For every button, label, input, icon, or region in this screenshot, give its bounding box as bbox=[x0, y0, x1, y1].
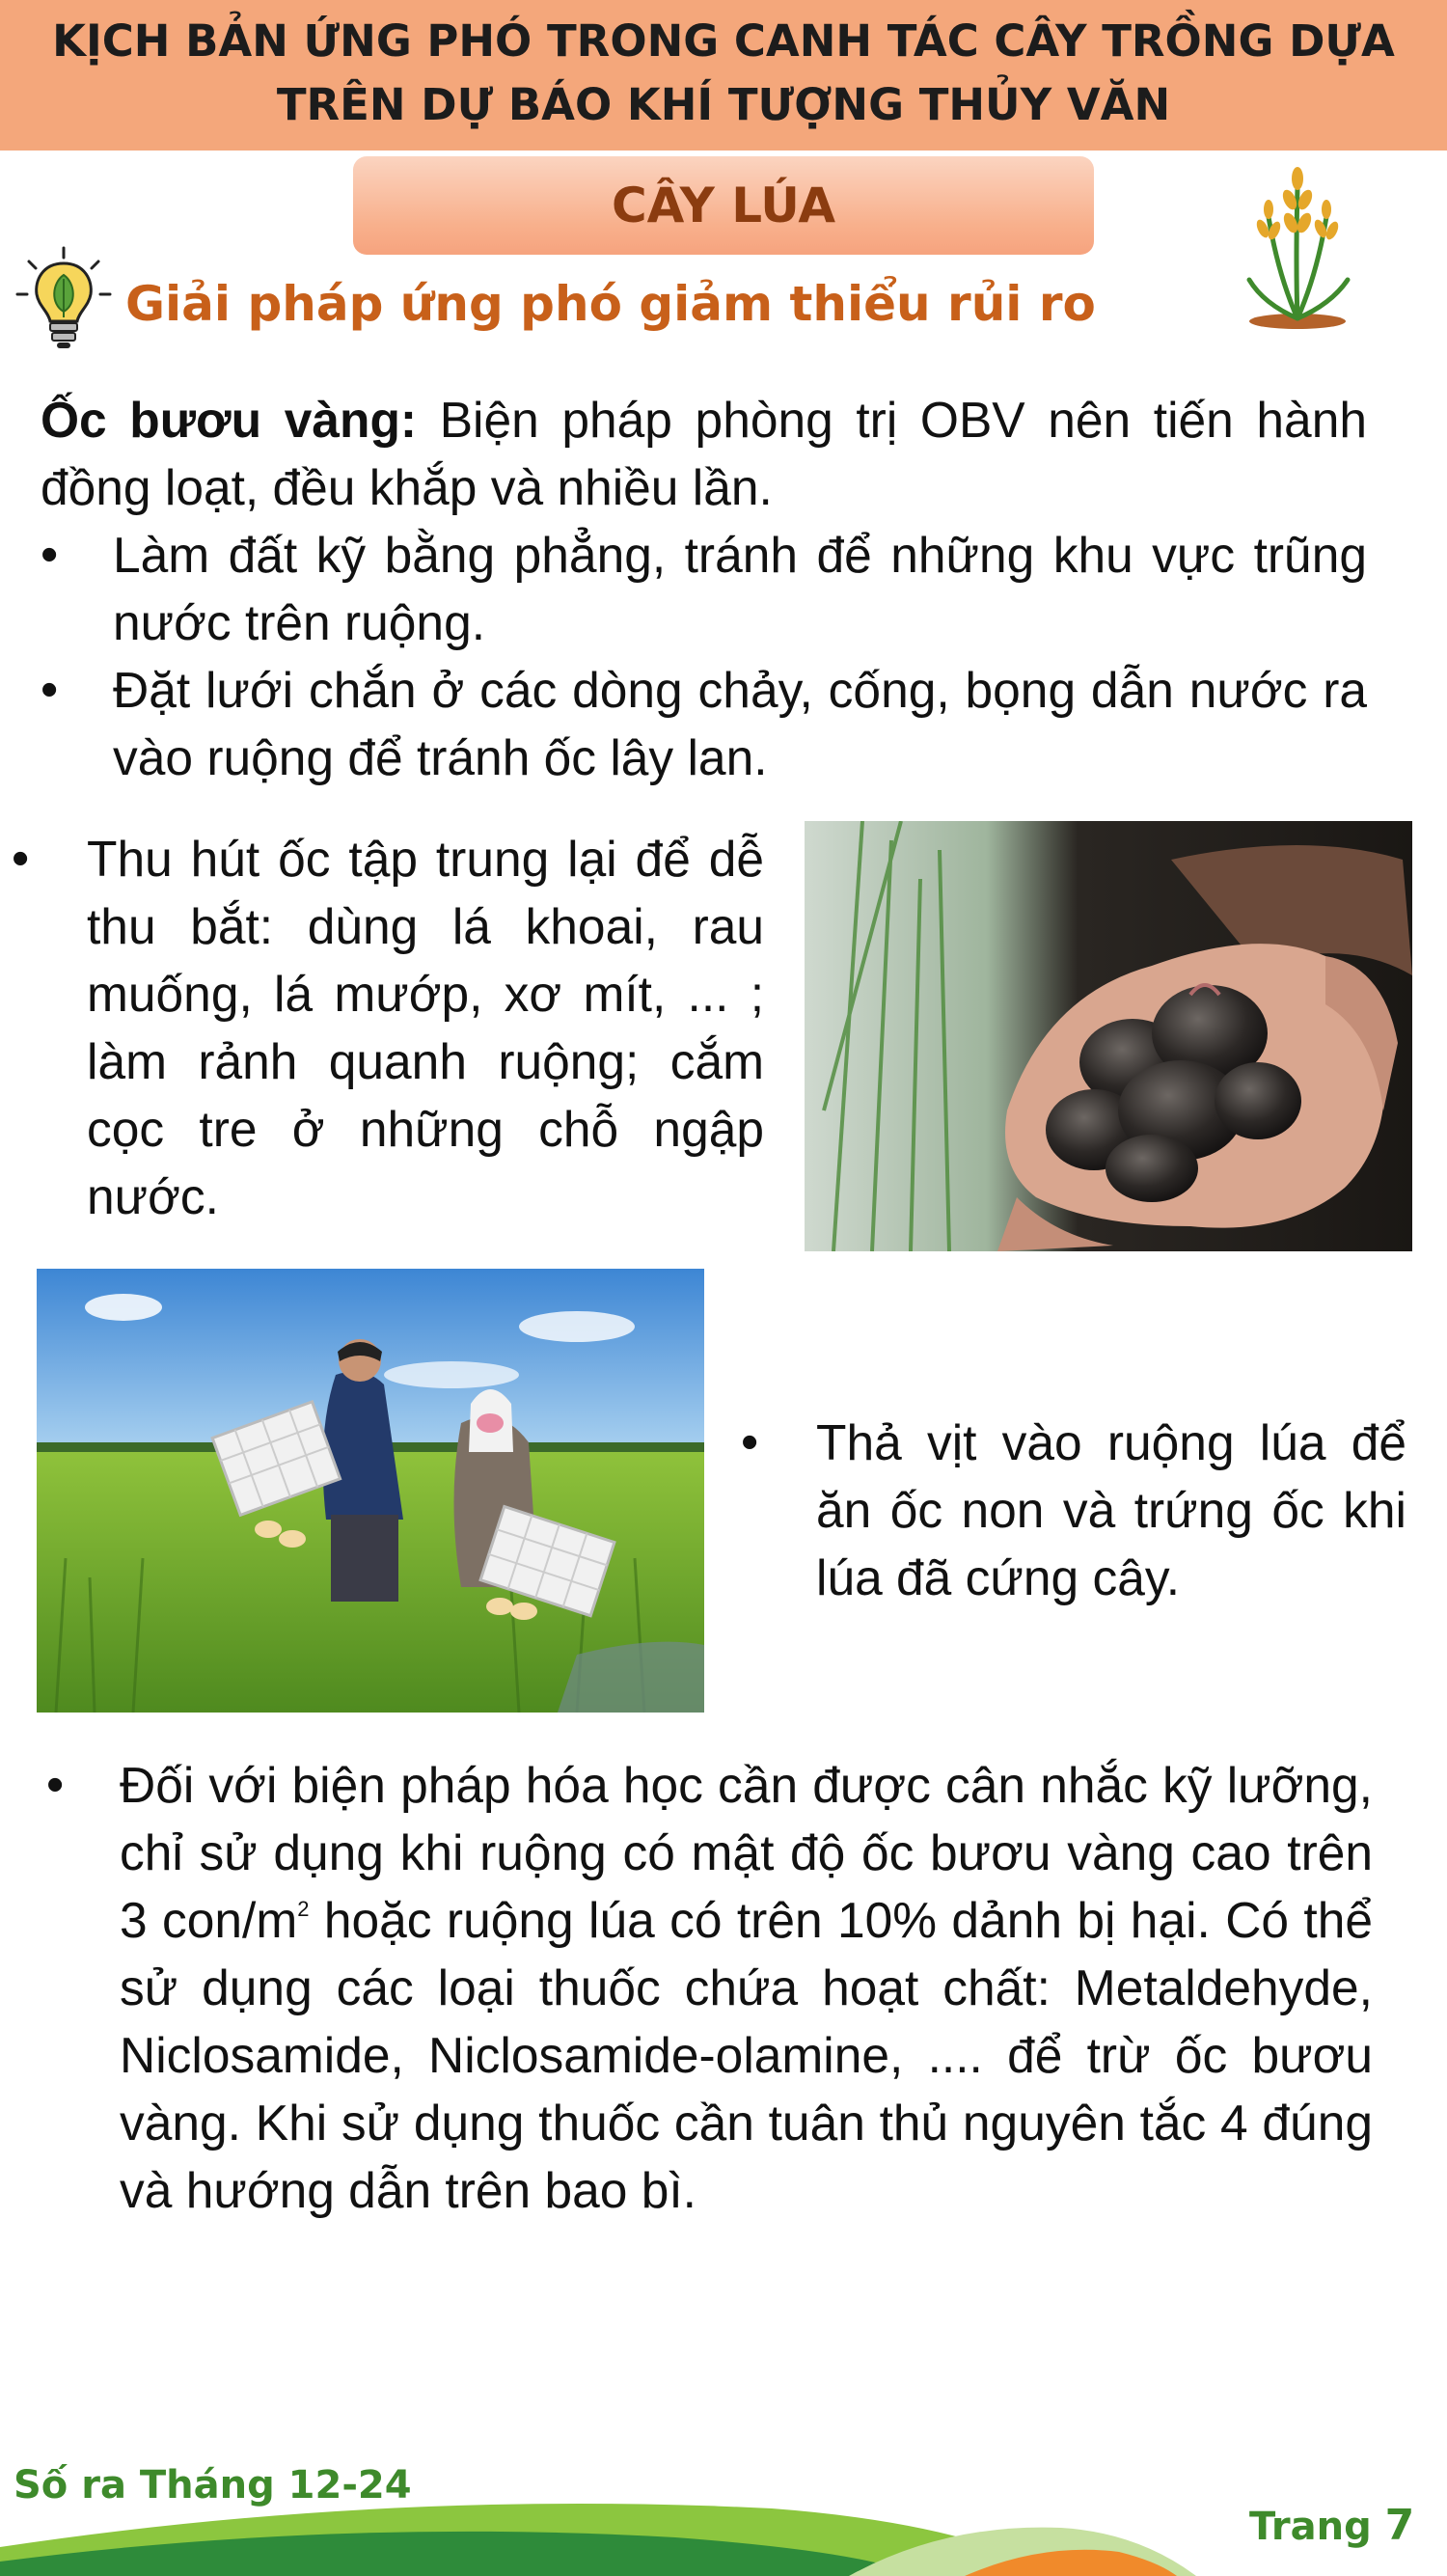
lightbulb-leaf-icon bbox=[15, 246, 112, 352]
duck-release-block bbox=[741, 1409, 1406, 1611]
list-item bbox=[741, 1409, 1406, 1611]
people-releasing-ducks-photo bbox=[37, 1269, 704, 1713]
title-line-1: KỊCH BẢN ỨNG PHÓ TRONG CANH TÁC CÂY TRỒNG DỰA bbox=[52, 15, 1395, 67]
snails-in-hand-photo bbox=[805, 821, 1412, 1251]
intro-bold-label: Ốc bươu vàng: bbox=[41, 392, 418, 448]
list-item bbox=[41, 521, 1367, 656]
bullet-marker: • bbox=[12, 831, 30, 887]
snail-collection-block bbox=[12, 825, 764, 1230]
bullet-marker: • bbox=[41, 662, 59, 718]
title-line-2: TRÊN DỰ BÁO KHÍ TƯỢNG THỦY VĂN bbox=[276, 79, 1171, 130]
intro-paragraph bbox=[41, 386, 1367, 521]
bullet-text-3: Thu hút ốc tập trung lại để dễ thu bắt: dùng lá khoai, rau muống, lá mướp, xơ mít, ... ; làm rảnh quanh ruộng; cắm cọc tre ở những chỗ ngập nước. bbox=[87, 831, 764, 1224]
page-word: Trang bbox=[1249, 2505, 1372, 2549]
section-label: CÂY LÚA bbox=[353, 156, 1094, 255]
intro-text: Biện pháp phòng trị OBV nên tiến hành đồng loạt, đều khắp và nhiều lần. bbox=[41, 392, 1367, 515]
page-title bbox=[0, 10, 1447, 137]
bullet-text-4: Thả vịt vào ruộng lúa để ăn ốc non và trứng ốc khi lúa đã cứng cây. bbox=[816, 1414, 1406, 1605]
bullet-text-5b: hoặc ruộng lúa có trên 10% dảnh bị hại. Có thể sử dụng các loại thuốc chứa hoạt chất: Metaldehyde, Niclosamide, Niclosamide-olamine, .... để trừ ốc bươu vàng. Khi sử dụng thuốc cần tuân thủ nguyên tắc 4 đúng và hướng dẫn trên bao bì. bbox=[120, 1892, 1373, 2218]
bullet-text-1: Làm đất kỹ bằng phẳng, tránh để những khu vực trũng nước trên ruộng. bbox=[113, 527, 1367, 650]
chemical-control-block bbox=[46, 1751, 1373, 2224]
bullet-marker: • bbox=[41, 527, 59, 583]
superscript-2: 2 bbox=[297, 1897, 310, 1921]
list-item bbox=[12, 825, 764, 1230]
bullet-text-5a: Đối với biện pháp hóa học cần được cân nhắc kỹ lưỡng, chỉ sử dụng khi ruộng có mật độ ốc bươu vàng cao trên 3 con/m bbox=[120, 1757, 1373, 1948]
intro-block bbox=[41, 386, 1367, 791]
issue-label: Số ra Tháng 12-24 bbox=[14, 2463, 412, 2507]
bullet-marker: • bbox=[741, 1414, 759, 1470]
bullet-text-2: Đặt lưới chắn ở các dòng chảy, cống, bọng dẫn nước ra vào ruộng để tránh ốc lây lan. bbox=[113, 662, 1367, 785]
list-item bbox=[41, 656, 1367, 791]
section-subtitle: Giải pháp ứng phó giảm thiểu rủi ro bbox=[125, 276, 1096, 332]
page-number-label bbox=[1249, 2501, 1414, 2550]
rice-plant-icon bbox=[1240, 150, 1355, 333]
page-number: 7 bbox=[1384, 2501, 1415, 2550]
bullet-marker: • bbox=[46, 1757, 65, 1813]
list-item bbox=[46, 1751, 1373, 2224]
